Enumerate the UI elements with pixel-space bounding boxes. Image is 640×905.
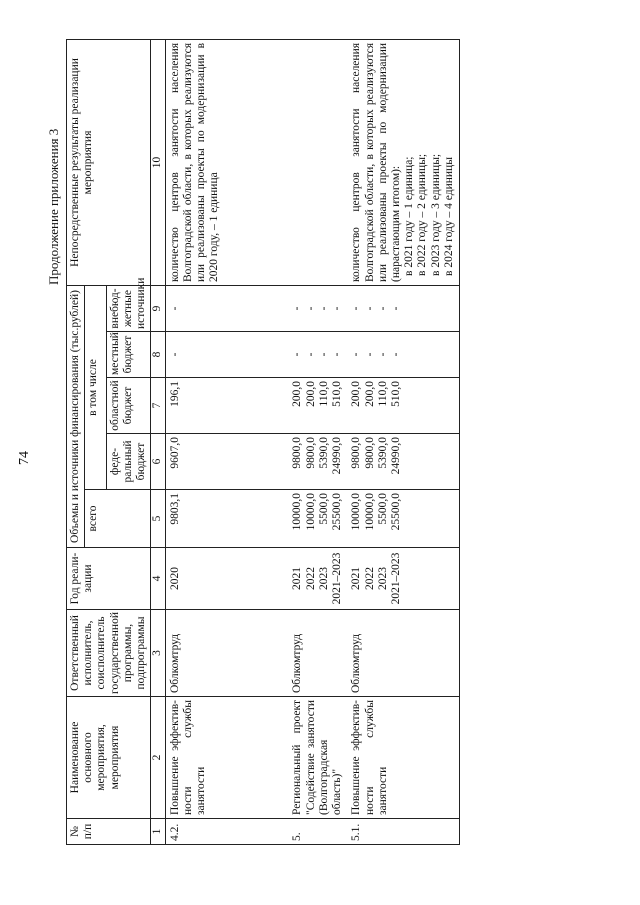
year-value: 2022	[304, 567, 317, 590]
year-value: 2021–2023	[331, 552, 344, 605]
federal-value-cell	[288, 434, 347, 490]
year-value: 2023	[317, 567, 330, 590]
spacer-cell	[224, 819, 288, 845]
total-value-cell	[288, 490, 347, 548]
continuation-label: Продолжение приложения 3	[46, 128, 61, 285]
year-value-cell	[288, 548, 347, 610]
year-value: 2023	[376, 567, 389, 590]
col-number-4: 4	[151, 548, 165, 610]
row-number: 5.	[288, 819, 347, 845]
total-value: 25500,0	[331, 493, 344, 531]
federal-value: 5390,0	[317, 437, 330, 469]
extra-value: -	[168, 306, 181, 311]
local-value: -	[363, 352, 376, 357]
extra-value: -	[291, 306, 304, 311]
result-item: в 2021 году – 1 единица;	[403, 156, 416, 276]
regional-value: 200,0	[304, 381, 317, 407]
extra-value: -	[331, 306, 344, 311]
regional-value-cell	[288, 378, 347, 434]
regional-value: 510,0	[331, 381, 344, 407]
col-number-2: 2	[151, 697, 165, 819]
result-item: в 2022 году – 2 единицы;	[416, 153, 429, 276]
federal-value: 9800,0	[304, 437, 317, 469]
total-value: 10000,0	[363, 493, 376, 531]
local-value: -	[304, 352, 317, 357]
header-regional: областной бюджет	[106, 378, 151, 434]
federal-value: 9800,0	[363, 437, 376, 469]
header-finance: Объемы и источники финансирования (тыс.рублей)	[67, 285, 85, 547]
extra-value: -	[350, 306, 363, 311]
local-value-cell	[165, 332, 224, 378]
total-value-cell	[347, 490, 459, 548]
federal-value: 5390,0	[376, 437, 389, 469]
spacer-cell	[224, 332, 288, 378]
extra-value: -	[304, 306, 317, 311]
total-value-cell	[165, 490, 224, 548]
spacer-cell	[224, 610, 288, 697]
spacer-cell	[224, 697, 288, 819]
table-row	[165, 39, 224, 844]
total-value: 5500,0	[317, 493, 330, 525]
year-value: 2020	[168, 567, 181, 590]
federal-value: 24990,0	[331, 437, 344, 475]
header-executor: Ответственный исполнитель, соисполнитель государственной программы, подпрограммы	[67, 610, 151, 697]
extra-value: -	[317, 306, 330, 311]
federal-value: 9607,0	[168, 437, 181, 469]
local-value-cell	[347, 332, 459, 378]
header-incl: в том числе	[85, 285, 106, 489]
federal-value: 9800,0	[291, 437, 304, 469]
activity-name: Повышение эффектив-ности службы занятости	[165, 697, 224, 819]
regional-value-cell	[165, 378, 224, 434]
col-number-3: 3	[151, 610, 165, 697]
table-row	[288, 39, 347, 844]
total-value: 10000,0	[291, 493, 304, 531]
year-value: 2021	[291, 567, 304, 590]
year-value-cell	[165, 548, 224, 610]
result-cell	[165, 39, 224, 285]
regional-value: 200,0	[363, 381, 376, 407]
local-value: -	[350, 352, 363, 357]
total-value: 9803,1	[168, 493, 181, 525]
result-cell	[347, 39, 459, 285]
header-num: № п/п	[67, 819, 151, 845]
col-number-1: 1	[151, 819, 165, 845]
row-number: 5.1.	[347, 819, 459, 845]
executor: Облкомтруд	[288, 610, 347, 697]
spacer-cell	[224, 39, 288, 285]
year-value: 2021–2023	[389, 552, 402, 605]
page-number: 74	[17, 451, 32, 465]
federal-value: 24990,0	[389, 437, 402, 475]
year-value-cell	[347, 548, 459, 610]
row-number: 4.2.	[165, 819, 224, 845]
col-number-5: 5	[151, 490, 165, 548]
header-local: местный бюджет	[106, 332, 151, 378]
spacer-cell	[224, 285, 288, 331]
extra-value: -	[363, 306, 376, 311]
regional-value: 196,1	[168, 381, 181, 407]
col-number-6: 6	[151, 434, 165, 490]
extra-value-cell	[165, 285, 224, 331]
local-value: -	[331, 352, 344, 357]
extra-value: -	[376, 306, 389, 311]
table-body	[165, 39, 460, 844]
regional-value-cell	[347, 378, 459, 434]
spacer-row	[224, 39, 288, 844]
total-value: 10000,0	[350, 493, 363, 531]
header-total: всего	[85, 490, 151, 548]
header-year: Год реали-зации	[67, 548, 151, 610]
regional-value: 200,0	[291, 381, 304, 407]
col-number-8: 8	[151, 332, 165, 378]
header-result: Непосредственные результаты реализации мероприятия	[67, 39, 151, 285]
result-text: количество центров занятости населения Волгоградской области, в которых реализуются или реализованы проекты по модернизации в 2020 году, – 1 единица	[168, 42, 221, 282]
header-extra: внебюд-жетные источники	[106, 285, 151, 331]
extra-value: -	[389, 306, 402, 311]
local-value-cell	[288, 332, 347, 378]
local-value: -	[291, 352, 304, 357]
result-cell	[288, 39, 347, 285]
executor: Облкомтруд	[347, 610, 459, 697]
regional-value: 200,0	[350, 381, 363, 407]
spacer-cell	[224, 434, 288, 490]
total-value: 5500,0	[376, 493, 389, 525]
spacer-cell	[224, 490, 288, 548]
regional-value: 510,0	[389, 381, 402, 407]
col-number-9: 9	[151, 285, 165, 331]
local-value: -	[389, 352, 402, 357]
executor: Облкомтруд	[165, 610, 224, 697]
extra-value-cell	[288, 285, 347, 331]
result-item: в 2024 году – 4 единицы	[442, 157, 455, 276]
federal-value-cell	[347, 434, 459, 490]
header-federal: феде-ральный бюджет	[106, 434, 151, 490]
table-row	[347, 39, 459, 844]
federal-value: 9800,0	[350, 437, 363, 469]
header-name: Наименование основного мероприятия, мероприятия	[67, 697, 151, 819]
year-value: 2022	[363, 567, 376, 590]
activity-name: Повышение эффектив-ности службы занятости	[347, 697, 459, 819]
total-value: 25500,0	[389, 493, 402, 531]
program-table	[66, 39, 460, 845]
col-number-10: 10	[151, 39, 165, 285]
regional-value: 110,0	[317, 381, 330, 407]
local-value: -	[317, 352, 330, 357]
extra-value-cell	[347, 285, 459, 331]
spacer-cell	[224, 378, 288, 434]
spacer-cell	[224, 548, 288, 610]
year-value: 2021	[350, 567, 363, 590]
federal-value-cell	[165, 434, 224, 490]
total-value: 10000,0	[304, 493, 317, 531]
result-text: количество центров занятости населения Волгоградской области, в которых реализуются или реализованы проекты по модернизации (нарастающим итогом):	[350, 42, 402, 282]
activity-name: Региональный проект "Содействие занятости (Волгоградская область)"	[288, 697, 347, 819]
regional-value: 110,0	[376, 381, 389, 407]
result-item: в 2023 году – 3 единицы;	[429, 153, 442, 276]
local-value: -	[376, 352, 389, 357]
col-number-7: 7	[151, 378, 165, 434]
local-value: -	[168, 352, 181, 357]
